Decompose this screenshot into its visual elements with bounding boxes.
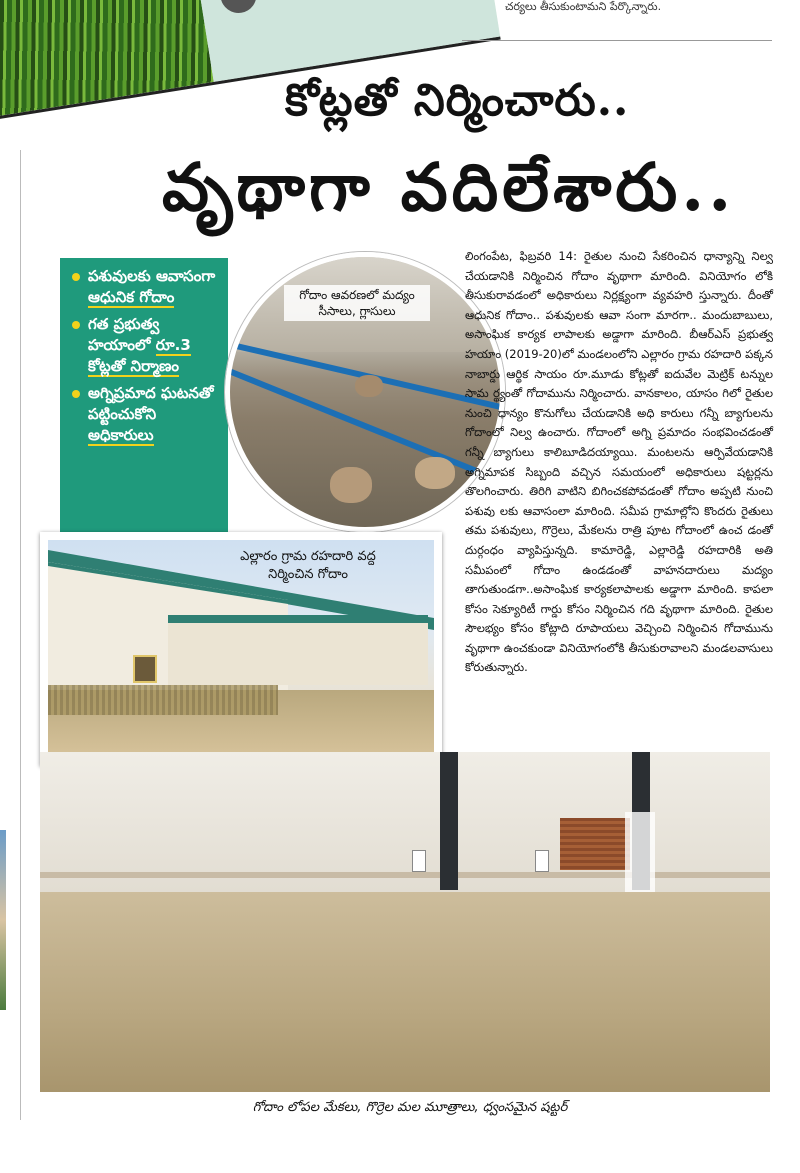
highlight-underlined: ఆధునిక గోదాం [88, 288, 175, 306]
interior-wall [40, 752, 770, 892]
highlight-item [72, 314, 218, 377]
warehouse-wall-long [168, 615, 428, 685]
highlight-lead: పశువులకు ఆవాసంగా [88, 267, 216, 285]
awning [168, 615, 428, 623]
rock [330, 467, 372, 503]
window [133, 655, 157, 683]
vent [412, 850, 426, 872]
headline-line-2: వృథాగా వదిలేశారు.. [162, 148, 736, 226]
dirty-floor [40, 892, 770, 1092]
article-paragraph: లింగంపేట, ఫిబ్రవరి 14: రైతుల నుంచి సేకరించిన ధాన్యాన్ని నిల్వ చేయడానికి నిర్మించిన గోదాం వృథాగా మారింది. వినియోగం లోకి తీసుకురావడంలో అధికారులు నిర్లక్ష్యంగా వ్యవహరి స్తున్నారు. దీంతో ఆధునిక గోదాం.. పశువులకు ఆవా సంగా మారగా.. మందుబాబులు, అసాంఘిక కార్యక లాపాలకు అడ్డాగా మారింది. బీఆర్ఎస్ ప్రభుత్వ హయాం (2019-20)లో మండలంలోని ఎల్లారం గ్రామ రహదారి పక్కన నాబార్డు ఆర్థిక సాయం రూ.మూడు కోట్లతో ఐదువేల మెట్రిక్ టన్నుల సామ ర్థ్యంతో గోదామును నిర్మించారు. వానకాలం, యాసం గిలో రైతుల నుంచి ధాన్యం కొనుగోలు చేయడానికి అధి కారులు గన్నీ బ్యాగులను గోదాంలో నిల్వ ఉంచారు. గోదాంలో అగ్ని ప్రమాదం సంభవించడంతో గన్నీ బ్యాగులు కాలిబూడిదయ్యాయి. మంటలను ఆర్పివేయడానికి అగ్నిమాపక సిబ్బంది వచ్చిన సమయంలో అధికారులు షట్టర్లను తొలగించారు. తిరిగి వాటిని బిగించకపోవడంతో గోదాం అప్పటి నుంచి పశువు లకు ఆవాసంలా మారింది. సమీప గ్రామాల్లోని కొందరు రైతులు తమ పశువులు, గొర్రెలు, మేకలను రాత్రి పూట గోదాంలో ఉంచ డంతో దుర్గంధం వ్యాపిస్తున్నది. కామారెడ్డి, ఎల్లారెడ్డి రహదారికి అతి సమీపంలో గోదాం ఉండడంతో వాహనదారులు మద్యం తాగుతుండగా..అసాంఘిక కార్యకలాపాలకు అడ్డాగా మారింది. కాపలా కోసం సెక్యూరిటీ గార్డు కోసం నిర్మించిన గది వృథాగా మారింది. రైతుల సౌలభ్యం కోసం కోట్లాది రూపాయలు వెచ్చించి నిర్మించిన గోదామును వృథాగా ఉంచకుండా వినియోగంలోకి తీసుకురావాలని మండలవాసులు కోరుతున్నారు. [465, 249, 773, 675]
headline-line-1: కోట్లతో నిర్మించారు.. [285, 75, 630, 126]
rock [415, 457, 455, 489]
highlight-item [72, 383, 218, 446]
highlights-box [60, 258, 228, 536]
light-gap [625, 812, 655, 892]
warehouse-photo [48, 540, 434, 758]
wall-stain [40, 872, 770, 878]
previous-article-snippet: చర్యలు తీసుకుంటామని పేర్కొన్నారు. [505, 0, 662, 13]
highlight-item [72, 266, 218, 308]
article-body [465, 247, 773, 678]
highlight-underlined: అధికారులు [88, 426, 154, 444]
neighbour-photo-fragment [0, 830, 6, 1010]
column-divider [20, 150, 21, 1120]
warehouse-photo-caption: ఎల్లారం గ్రామ రహదారి వద్ద నిర్మించిన గోదాం [240, 549, 376, 582]
warehouse-photo-frame [40, 532, 442, 766]
dry-brush [48, 685, 278, 715]
grass-photo [0, 0, 214, 118]
highlight-lead: గత ప్రభుత్వ హయాంలో [88, 315, 160, 354]
circle-photo-caption: గోదాం ఆవరణలో మద్యం సీసాలు, గ్లాసులు [284, 285, 430, 321]
divider [462, 40, 772, 41]
highlight-lead: అగ్నిప్రమాద ఘటనతో పట్టించుకోని [88, 384, 214, 423]
interior-photo [40, 752, 770, 1092]
broken-shutter [560, 818, 630, 870]
pillar [440, 752, 458, 890]
interior-photo-caption: గోదాం లోపల మేకలు, గొర్రెల మల మూత్రాలు, ధ్వంసమైన షట్టర్ [252, 1100, 568, 1115]
rock [355, 375, 383, 397]
vent [535, 850, 549, 872]
highlight-underlined: రూ.3 కోట్లతో నిర్మాణం [88, 336, 191, 375]
